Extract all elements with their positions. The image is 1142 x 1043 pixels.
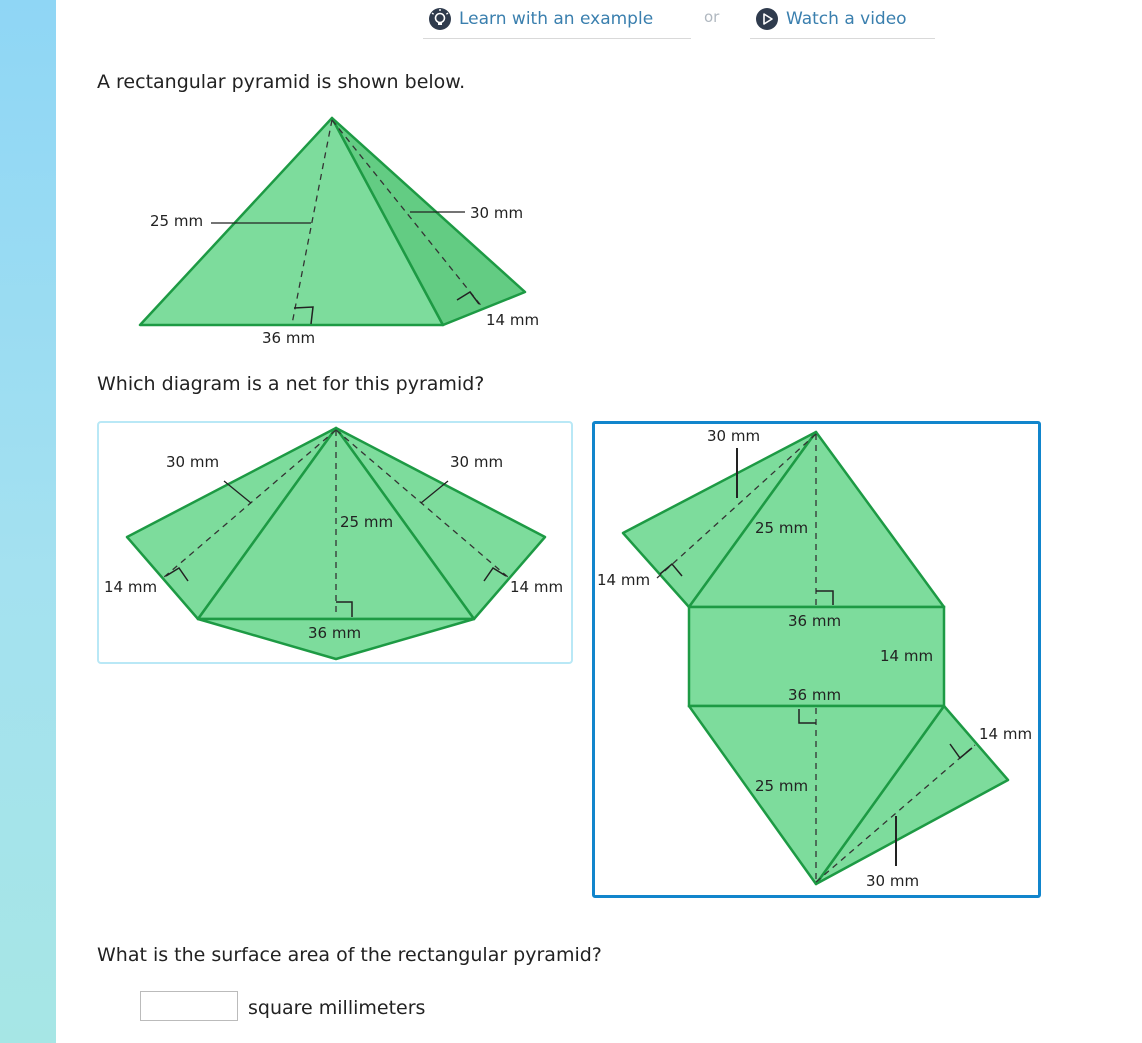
net-b-label-25-lower: 25 mm xyxy=(755,777,809,795)
net-b-label-30-top: 30 mm xyxy=(707,427,761,445)
question-intro: A rectangular pyramid is shown below. xyxy=(97,71,466,93)
net-a-label-14-left: 14 mm xyxy=(104,578,158,596)
net-choice-b[interactable] xyxy=(592,421,1041,898)
watch-video-link[interactable] xyxy=(750,0,935,39)
net-b-label-25-upper: 25 mm xyxy=(755,519,809,537)
net-a-label-14-right: 14 mm xyxy=(510,578,564,596)
pyramid-label-36: 36 mm xyxy=(262,329,316,347)
help-bar xyxy=(0,0,1142,40)
question-net-prompt: Which diagram is a net for this pyramid? xyxy=(97,373,485,395)
pyramid-figure xyxy=(120,105,580,355)
net-b-label-14-rect: 14 mm xyxy=(880,647,934,665)
net-a-label-25: 25 mm xyxy=(340,513,394,531)
net-b-label-14-upper: 14 mm xyxy=(597,571,651,589)
pyramid-label-14: 14 mm xyxy=(486,311,540,329)
net-choice-a[interactable] xyxy=(97,421,573,664)
pyramid-label-25: 25 mm xyxy=(150,212,204,230)
net-b-diagram xyxy=(592,421,1041,898)
surface-area-input[interactable] xyxy=(140,991,238,1021)
lightbulb-icon xyxy=(429,8,451,30)
left-sidebar xyxy=(0,0,56,1043)
net-a-label-36: 36 mm xyxy=(308,624,362,642)
net-b-label-30-bottom: 30 mm xyxy=(866,872,920,890)
net-b-label-36-lower: 36 mm xyxy=(788,686,842,704)
learn-with-example-link[interactable] xyxy=(423,0,691,39)
watch-video-label: Watch a video xyxy=(786,9,907,29)
net-a-label-30-left: 30 mm xyxy=(166,453,220,471)
learn-with-example-label: Learn with an example xyxy=(459,9,654,29)
answer-unit-label: square millimeters xyxy=(248,997,426,1019)
net-a-diagram xyxy=(97,421,573,664)
or-separator: or xyxy=(704,8,720,26)
question-area-prompt: What is the surface area of the rectangular pyramid? xyxy=(97,944,602,966)
pyramid-label-30: 30 mm xyxy=(470,204,524,222)
net-b-label-14-lower: 14 mm xyxy=(979,725,1033,743)
play-icon xyxy=(756,8,778,30)
net-b-label-36-upper: 36 mm xyxy=(788,612,842,630)
net-a-label-30-right: 30 mm xyxy=(450,453,504,471)
